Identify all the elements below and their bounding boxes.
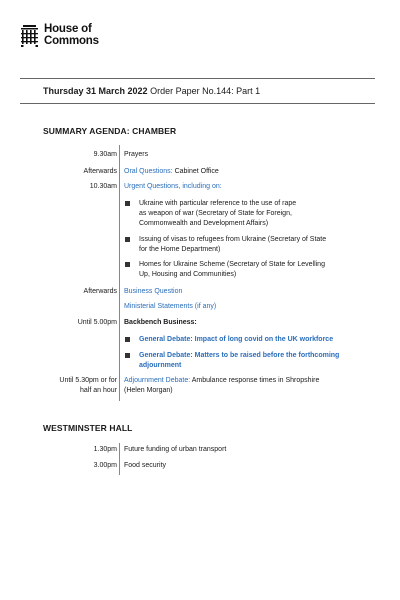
house-of-commons-logo [20,24,140,50]
urgent-questions-time: 10.30am [89,183,117,190]
wh-debate-time: 3.00pm [93,462,117,469]
adjournment-time [59,376,117,396]
general-debate-link[interactable] [139,351,369,371]
urgent-question-line: Issuing of visas to refugees from Ukraine (Secretary of State [139,236,327,243]
oral-questions-time: Afterwards [83,168,117,175]
westminster-hall-divider [119,443,120,475]
bullet-icon [125,262,130,267]
chamber-heading: SUMMARY AGENDA: CHAMBER [43,126,177,136]
prayers-item: Prayers [124,151,149,158]
header-rule-top [20,78,375,79]
urgent-question-line: as weapon of war (Secretary of State for Foreign, [139,210,292,217]
urgent-question-item [139,199,369,229]
adjournment-member: (Helen Morgan) [124,387,173,394]
wh-debate-time: 1.30pm [93,446,117,453]
prayers-time: 9.30am [93,151,117,158]
bullet-icon [125,237,130,242]
adjournment-item [124,376,319,396]
adjournment-time-line: half an hour [80,387,117,394]
general-debate-line: adjournment [139,362,182,369]
wh-debate-item: Food security [124,462,167,469]
logo-line-1: House of [44,23,92,35]
adjournment-debate-link[interactable]: Adjournment Debate: [124,377,191,384]
urgent-question-line: Up, Housing and Communities) [139,271,237,278]
portcullis-icon [20,25,39,47]
business-question-time: Afterwards [83,288,117,295]
oral-questions-item [124,167,219,177]
chamber-divider [119,145,120,401]
urgent-question-line: Ukraine with particular reference to the use of rape [139,200,297,207]
bullet-icon [125,201,130,206]
business-question-link[interactable]: Business Question [124,288,183,295]
urgent-question-item [139,235,369,255]
adjournment-topic: Ambulance response times in Shropshire [191,377,320,384]
page-title [43,86,260,96]
urgent-question-item [139,260,369,280]
oral-questions-department: Cabinet Office [174,168,219,175]
ministerial-statements-link[interactable]: Ministerial Statements (if any) [124,303,217,310]
logo-text [44,24,99,47]
urgent-question-line: Commonwealth and Development Affairs) [139,220,269,227]
general-debate-line: General Debate: Impact of long covid on the UK workforce [139,336,334,343]
order-paper-number: Order Paper No.144: Part 1 [150,86,261,96]
urgent-question-line: Homes for Ukraine Scheme (Secretary of State for Levelling [139,261,325,268]
westminster-hall-heading: WESTMINSTER HALL [43,423,133,433]
order-paper-date: Thursday 31 March 2022 [43,86,148,96]
logo-line-2: Commons [44,34,99,47]
oral-questions-link[interactable]: Oral Questions: [124,168,173,175]
bullet-icon [125,353,130,358]
header-rule-bottom [20,103,375,104]
general-debate-link[interactable] [139,335,369,345]
urgent-question-line: for the Home Department) [139,246,221,253]
wh-debate-item: Future funding of urban transport [124,446,227,453]
backbench-time: Until 5.00pm [77,319,117,326]
urgent-questions-link[interactable]: Urgent Questions, including on: [124,183,222,190]
general-debate-line: General Debate: Matters to be raised before the forthcoming [139,352,340,359]
backbench-label: Backbench Business: [124,319,197,326]
bullet-icon [125,337,130,342]
adjournment-time-line: Until 5.30pm or for [59,377,117,384]
